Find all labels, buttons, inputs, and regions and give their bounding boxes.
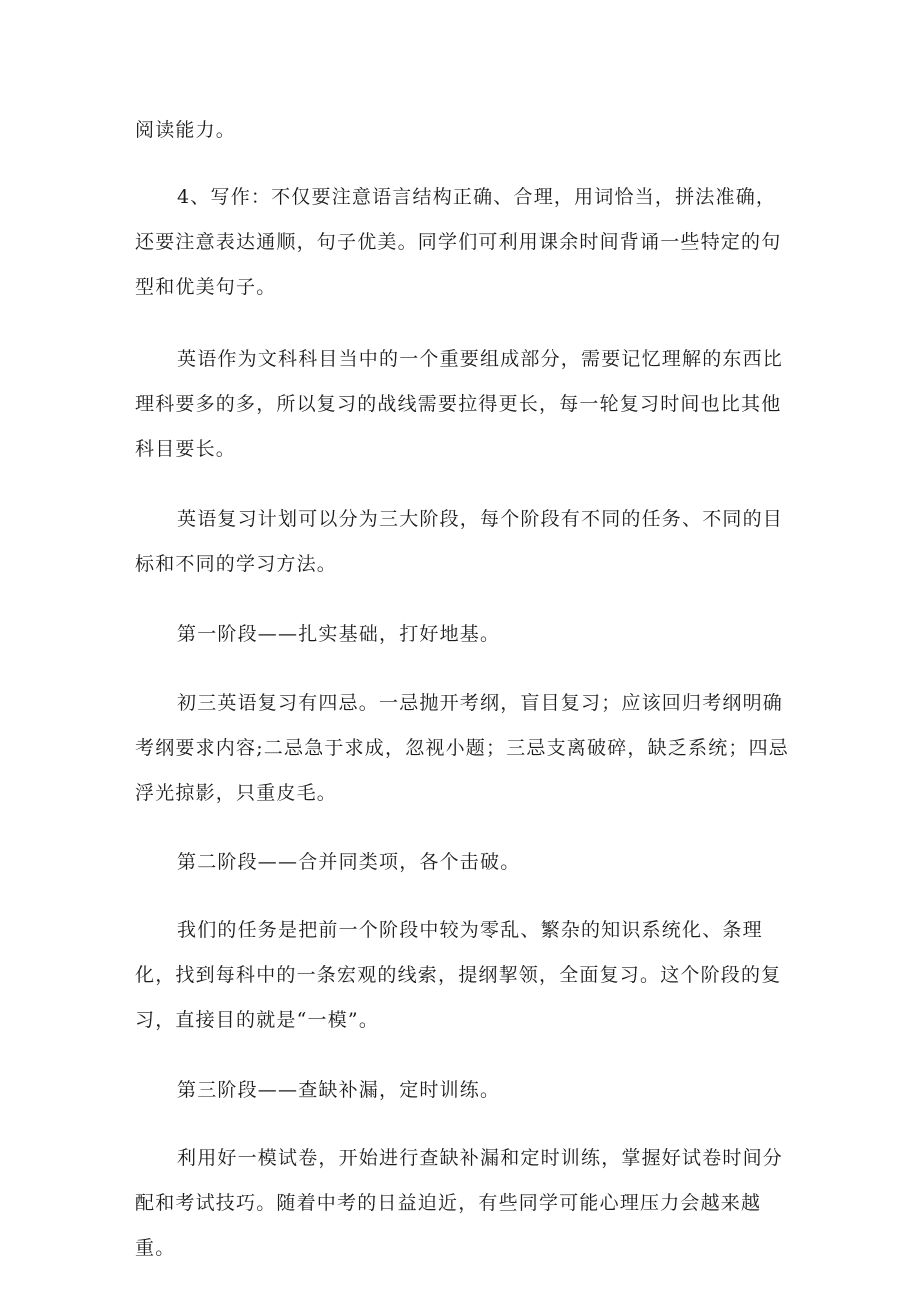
- paragraph-english-subject: 英语作为文科科目当中的一个重要组成部分，需要记忆理解的东西比理科要多的多，所以复习的战线需要拉得更长，每一轮复习时间也比其他科目要长。: [135, 348, 784, 460]
- paragraph-stage-three-task: 利用好一模试卷，开始进行查缺补漏和定时训练，掌握好试卷时间分配和考试技巧。随着中考的日益迫近，有些同学可能心理压力会越来越重。: [135, 1147, 784, 1259]
- heading-stage-one: 第一阶段——扎实基础，打好地基。: [177, 623, 501, 645]
- heading-stage-two: 第二阶段——合并同类项，各个击破。: [177, 851, 521, 873]
- heading-stage-three: 第三阶段——查缺补漏，定时训练。: [177, 1079, 501, 1101]
- paragraph-writing: 4、写作：不仅要注意语言结构正确、合理，用词恰当，拼法准确，还要注意表达通顺，句子优美。同学们可利用课余时间背诵一些特定的句型和优美句子。: [135, 186, 782, 298]
- paragraph-stage-two-task: 我们的任务是把前一个阶段中较为零乱、繁杂的知识系统化、条理化，找到每科中的一条宏观的线索，提纲挈领，全面复习。这个阶段的复习，直接目的就是“一模”。: [135, 919, 782, 1031]
- paragraph-review-plan: 英语复习计划可以分为三大阶段，每个阶段有不同的任务、不同的目标和不同的学习方法。: [135, 508, 784, 575]
- paragraph-four-taboos: 初三英语复习有四忌。一忌抛开考纲，盲目复习；应该回归考纲明确考纲要求内容;二忌急于求成，忽视小题；三忌支离破碎，缺乏系统；四忌浮光掠影，只重皮毛。: [135, 692, 790, 804]
- paragraph-continuation: 阅读能力。: [135, 119, 237, 141]
